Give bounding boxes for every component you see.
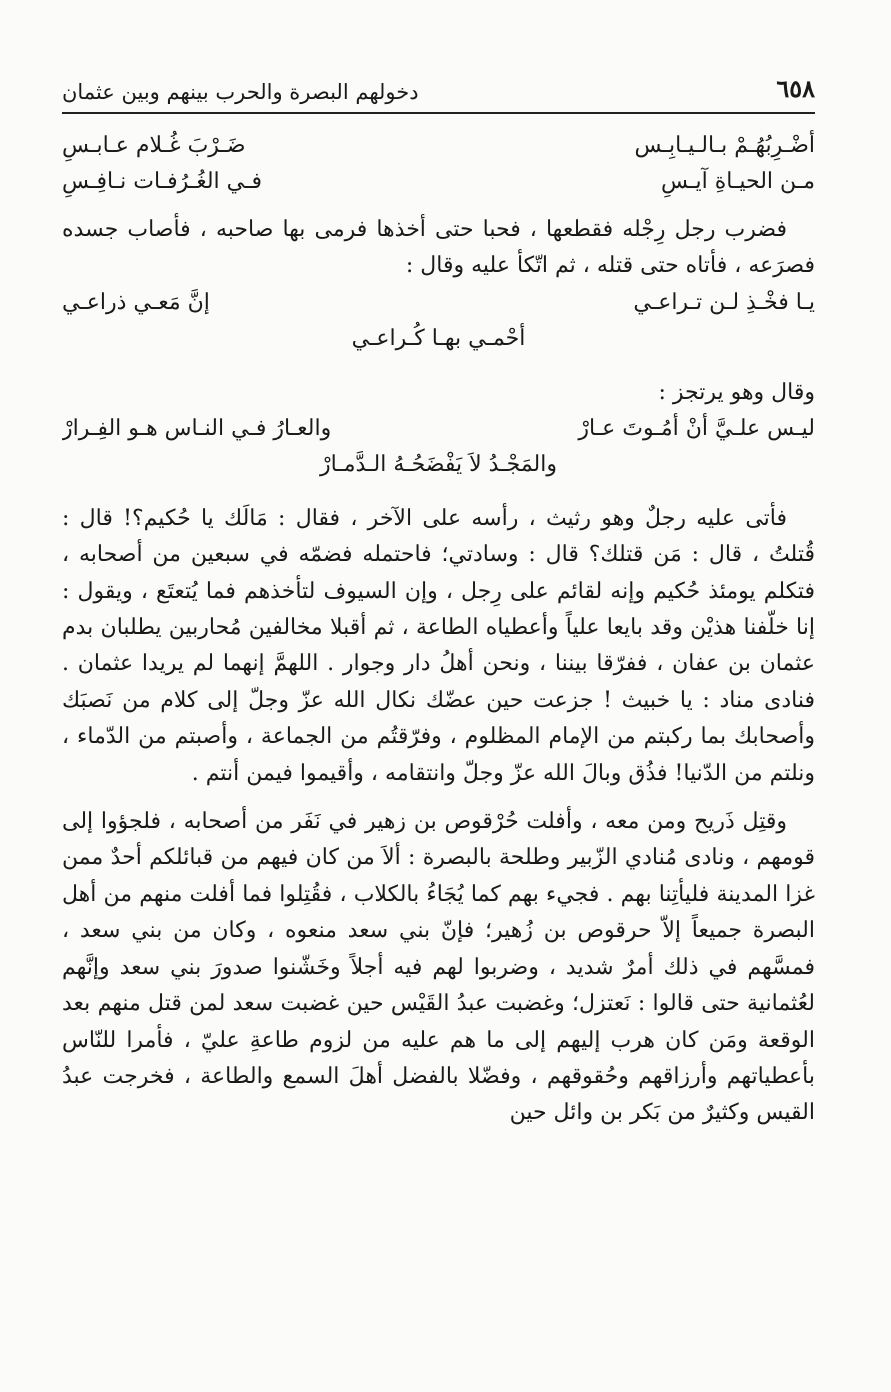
- verse-line: والمَجْـدُ لاَ يَفْضَحُـهُ الـدَّمـارْ: [319, 451, 557, 477]
- verse-line: أحْمـي بهـا كُـراعـي: [351, 325, 526, 351]
- verse-hemistich-right: مـن الحيـاةِ آيـسِ: [660, 169, 815, 194]
- page-number: ٦٥٨: [776, 74, 815, 103]
- verse-hemistich-right: يـا فخْـذِ لـن تـراعـي: [633, 289, 815, 315]
- verse-hemistich-left: والعـارُ فـي النـاس هـو الفِـرارْ: [62, 415, 332, 441]
- verse-line: [62, 164, 815, 200]
- verse-line: [62, 285, 815, 321]
- verse-hemistich-right: أضْـرِبُهُـمْ بـالـيـابِـس: [634, 133, 815, 158]
- page-body: [62, 128, 815, 1132]
- verse-hemistich-left: فـي الغُـرُفـات نـافِـسِ: [62, 169, 262, 194]
- paragraph: فضرب رجل رِجْله فقطعها ، فحبا حتى أخذها فرمى بها صاحبه ، فأصاب جسده فصرَعه ، فأتاه حتى قتله ، ثم اتّكأ عليه وقال :: [62, 217, 815, 279]
- verse-line: [62, 128, 815, 164]
- verse-hemistich-left: إنَّ مَعـي ذراعـي: [62, 289, 210, 315]
- paragraph: وقال وهو يرتجز :: [658, 379, 815, 405]
- verse-line: [62, 411, 815, 447]
- page-header: [62, 74, 815, 114]
- running-title: دخولهم البصرة والحرب بينهم وبين عثمان: [62, 80, 419, 104]
- paragraph: وقتِل ذَريح ومن معه ، وأفلت حُرْقوص بن زهير في نَفَر من أصحابه ، فلجؤوا إلى قومهم ، ونادى مُنادي الزّبير وطلحة بالبصرة : ألاَ من كان فيهم من قبائلكم أحدٌ ممن غزا المدينة فليأتِنا بهم . فجيء بهم كما يُجَاءُ بالكلاب ، فقُتِلوا فما أفلت منهم من أهل البصرة جميعاً إلاّ حرقوص بن زُهير؛ فإنّ بني سعد منعوه ، وكان من بني سعد ، فمسَّهم في ذلك أمرٌ شديد ، وضربوا لهم فيه أجلاً وخَشّنوا صدورَ بني سعد وإنَّهم لعُثمانية حتى قالوا : نَعتزل؛ وغضبت عبدُ القَيْس حين غضبت سعد لمن قتل منهم بعد الوقعة ومَن كان هرب إليهم إلى ما هم عليه من لزوم طاعةِ عليّ ، فأمرا للنّاس بأعطياتهم وأرزاقهم وحُقوقهم ، وفضّلا بالفضل أهلَ السمع والطاعة ، فخرجت عبدُ القيس وكثيرٌ من بَكر بن وائل حين: [62, 809, 815, 1126]
- verse-hemistich-right: ليـس علـيَّ أنْ أمُـوتَ عـارْ: [578, 415, 815, 441]
- paragraph: فأتى عليه رجلٌ وهو رثيث ، رأسه على الآخر ، فقال : مَالَك يا حُكيم؟! قال : قُتلتُ ، قال : مَن قتلك؟ قال : وسادتي؛ فاحتمله فضمّه في سبعين من أصحابه ، فتكلم يومئذ حُكيم وإنه لقائم على رِجل ، وإن السيوف لتأخذهم فما يُتعتَع ، ويقول : إنا خلّفنا هذيْن وقد بايعا علياً وأعطياه الطاعة ، ثم أقبلا مخالفين مُحاربين يطلبان بدم عثمان بن عفان ، ففرّقا بيننا ، ونحن أهلُ دار وجوار . اللهمَّ إنهما لم يريدا عثمان . فنادى مناد : يا خبيث ! جزعت حين عضّك نكال الله عزّ وجلّ إلى كلام من نَصبَك وأصحابك بما ركبتم من الإمام المظلوم ، وفرّقتُم من الجماعة ، وأصبتم من الدّماء ، ونلتم من الدّنيا! فذُق وبالَ الله عزّ وجلّ وانتقامه ، وأقيموا فيمن أنتم .: [62, 505, 815, 786]
- verse-hemistich-left: ضَـرْبَ غُـلام عـابـسِ: [62, 133, 246, 158]
